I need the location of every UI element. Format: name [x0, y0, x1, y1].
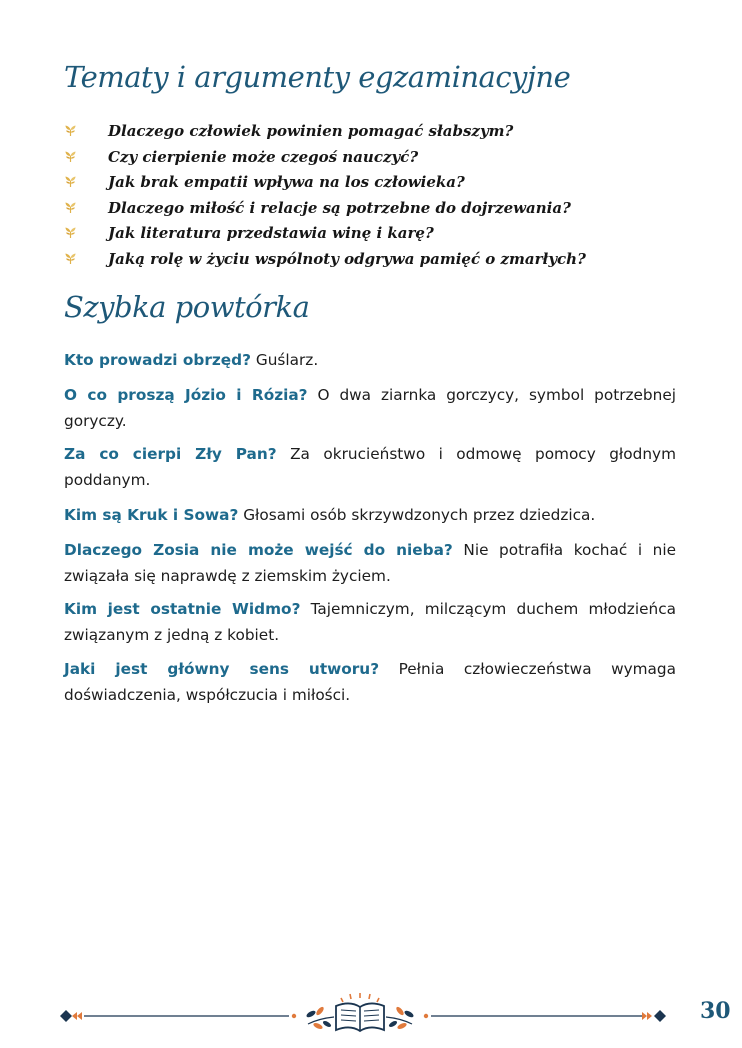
- list-item: [64, 147, 586, 173]
- question: Kto prowadzi obrzęd?: [64, 351, 251, 369]
- dot-icon: [292, 1014, 296, 1018]
- section-title-review: Szybka powtórka: [64, 290, 310, 324]
- laurel-right-icon: [386, 1006, 415, 1031]
- laurel-left-icon: [305, 1006, 334, 1031]
- open-book-icon: [336, 993, 384, 1031]
- qa-item: [64, 441, 676, 493]
- question: Kim są Kruk i Sowa?: [64, 506, 239, 524]
- question: Kim jest ostatnie Widmo?: [64, 600, 301, 618]
- list-item: [64, 249, 586, 275]
- section-title-topics: Tematy i argumenty egzaminacyjne: [64, 60, 571, 94]
- leaf-sprig-icon: [64, 201, 77, 214]
- question: Za co cierpi Zły Pan?: [64, 445, 277, 463]
- qa-item: [64, 502, 676, 528]
- answer: Za okrucieństwo i odmowę pomocy głodnym poddanym.: [64, 445, 676, 489]
- topic-text: Jak literatura przedstawia winę i karę?: [108, 224, 434, 243]
- leaf-sprig-icon: [64, 252, 77, 265]
- list-item: [64, 121, 586, 147]
- page-number: 30: [700, 998, 731, 1024]
- list-item: [64, 198, 586, 224]
- leaf-sprig-icon: [64, 175, 77, 188]
- qa-item: [64, 382, 676, 434]
- list-item: [64, 172, 586, 198]
- topic-text: Jaką rolę w życiu wspólnoty odgrywa pamięć o zmarłych?: [108, 249, 586, 268]
- topic-text: Dlaczego człowiek powinien pomagać słabszym?: [108, 122, 514, 140]
- left-diamond-icon: [60, 1010, 82, 1022]
- leaf-sprig-icon: [64, 124, 77, 137]
- question: O co proszą Józio i Rózia?: [64, 386, 308, 404]
- topic-text: Dlaczego miłość i relacje są potrzebne do dojrzewania?: [108, 198, 571, 217]
- right-diamond-icon: [642, 1010, 666, 1022]
- leaf-sprig-icon: [64, 150, 77, 163]
- list-item: [64, 223, 586, 249]
- answer: O dwa ziarnka gorczycy, symbol potrzebnej goryczy.: [64, 386, 676, 430]
- leaf-sprig-icon: [64, 226, 77, 239]
- topic-text: Jak brak empatii wpływa na los człowieka?: [108, 173, 465, 192]
- qa-item: [64, 347, 676, 373]
- question: Dlaczego Zosia nie może wejść do nieba?: [64, 541, 453, 559]
- answer: Pełnia człowieczeństwa wymaga doświadczenia, współczucia i miłości.: [64, 660, 676, 704]
- answer: Guślarz.: [255, 351, 319, 369]
- answer: Tajemniczym, milczącym duchem młodzieńca związanym z jedną z kobiet.: [64, 600, 676, 644]
- qa-item: [64, 656, 676, 708]
- answer: Nie potrafiła kochać i nie związała się naprawdę z ziemskim życiem.: [64, 541, 676, 585]
- topics-list: [64, 121, 586, 275]
- dot-icon: [424, 1014, 428, 1018]
- topic-text: Czy cierpienie może czegoś nauczyć?: [108, 147, 419, 166]
- answer: Głosami osób skrzywdzonych przez dziedzica.: [243, 506, 596, 524]
- footer-ornament: [54, 990, 674, 1038]
- question: Jaki jest główny sens utworu?: [64, 660, 380, 678]
- qa-item: [64, 596, 676, 648]
- qa-item: [64, 537, 676, 589]
